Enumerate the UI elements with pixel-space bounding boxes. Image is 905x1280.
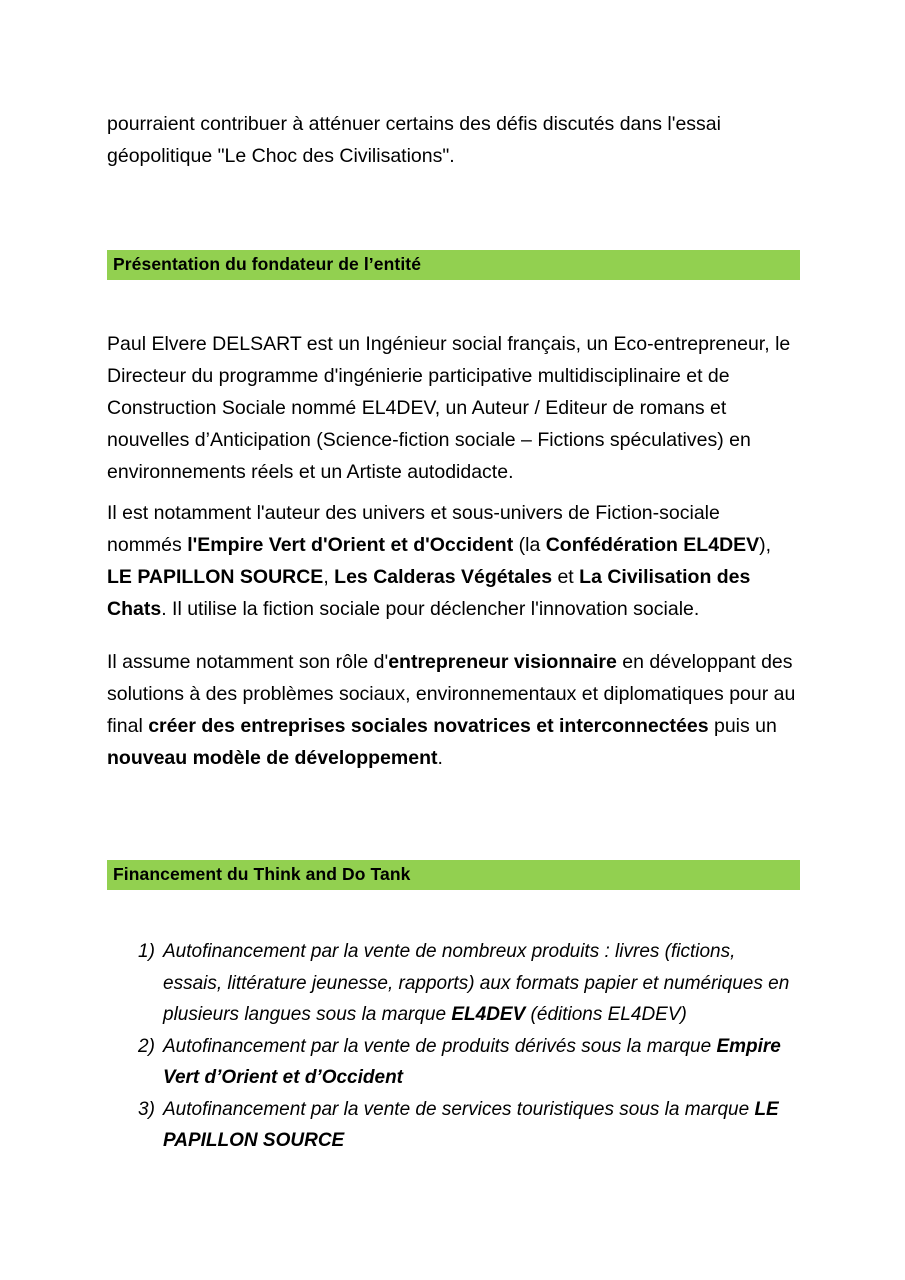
list-item-marker: 1) bbox=[138, 941, 155, 962]
founder-paragraph-2: Il est notamment l'auteur des univers et sous-univers de Fiction-sociale nommés l'Empire Vert d'Orient et d'Occident (la Confédération EL4DEV), LE PAPILLON SOURCE, Les Calderas Végétales et La Civilisation des Chats. Il utilise la fiction sociale pour déclencher l'innovation sociale. bbox=[107, 502, 772, 620]
section-heading-founder-label: Présentation du fondateur de l’entité bbox=[113, 254, 422, 275]
section-heading-bar-founder bbox=[107, 250, 800, 280]
list-item bbox=[107, 936, 798, 1031]
list-item bbox=[107, 1094, 798, 1157]
list-item-marker: 3) bbox=[138, 1098, 155, 1120]
intro-paragraph: pourraient contribuer à atténuer certains des défis discutés dans l'essai géopolitique "Le Choc des Civilisations". bbox=[107, 113, 721, 167]
list-item-text: Autofinancement par la vente de nombreux produits : livres (fictions, essais, littérature jeunesse, rapports) aux formats papier et numériques en plusieurs langues sous la marque EL4DEV (éditions EL4DEV) bbox=[163, 941, 790, 1025]
section-heading-funding-label: Financement du Think and Do Tank bbox=[113, 864, 411, 885]
founder-paragraph-1: Paul Elvere DELSART est un Ingénieur social français, un Eco-entrepreneur, le Directeur du programme d'ingénierie participative multidisciplinaire et de Construction Sociale nommé EL4DEV, un Auteur / Editeur de romans et nouvelles d’Anticipation (Science-fiction sociale – Fictions spéculatives) en environnements réels et un Artiste autodidacte. bbox=[107, 333, 791, 483]
list-item-text: Autofinancement par la vente de produits dérivés sous la marque Empire Vert d’Orient et d’Occident bbox=[163, 1035, 781, 1088]
funding-list bbox=[107, 936, 798, 1157]
list-item-text: Autofinancement par la vente de services touristiques sous la marque LE PAPILLON SOURCE bbox=[163, 1098, 779, 1151]
founder-paragraph-3: Il assume notamment son rôle d'entrepreneur visionnaire en développant des solutions à des problèmes sociaux, environnementaux et diplomatiques pour au final créer des entreprises sociales novatrices et interconnectées puis un nouveau modèle de développement. bbox=[107, 651, 796, 769]
list-item-marker: 2) bbox=[138, 1035, 155, 1057]
section-heading-bar-funding bbox=[107, 860, 800, 890]
list-item bbox=[107, 1031, 798, 1094]
